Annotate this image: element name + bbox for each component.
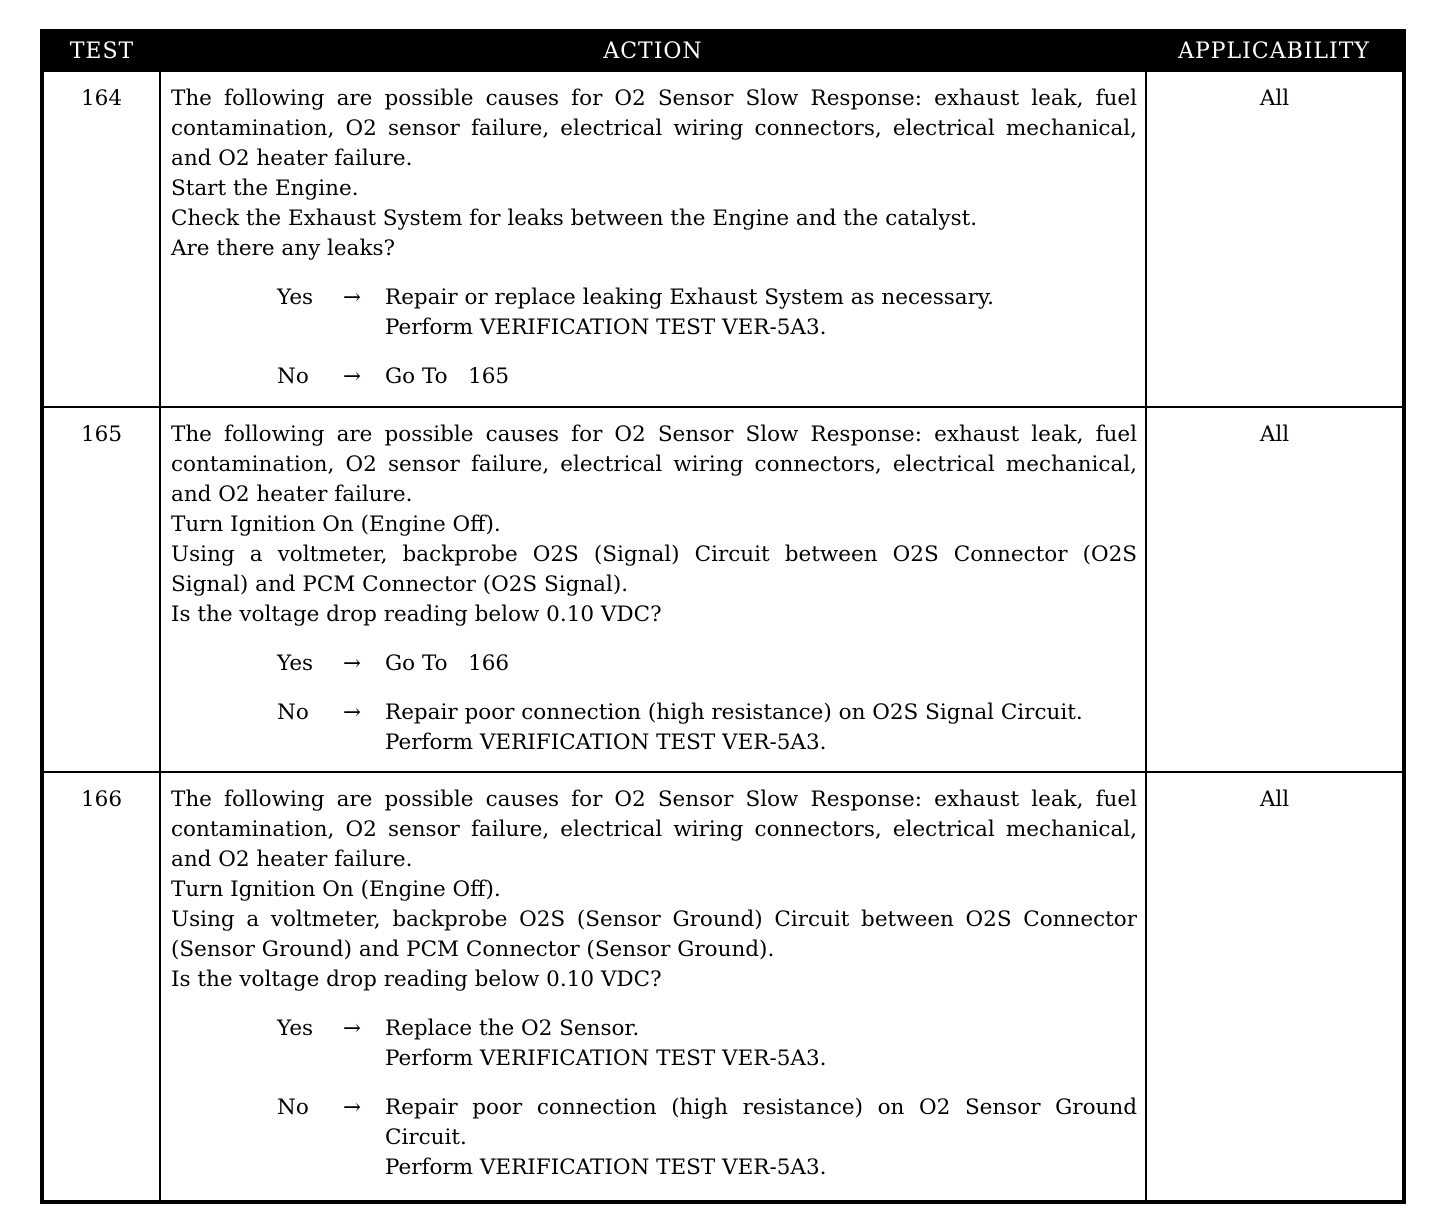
action-line: Is the voltage drop reading below 0.10 VDC? <box>171 967 662 992</box>
no-response <box>277 698 1137 758</box>
no-response <box>277 1093 1137 1183</box>
action-line: The following are possible causes for O2 Sensor Slow Response: exhaust leak, fuel contamination, O2 sensor failure, electrical wiring connectors, electrical mechanical, and O2 heater failure. <box>171 787 1137 872</box>
test-row-164 <box>42 71 1404 407</box>
action-line: The following are possible causes for O2 Sensor Slow Response: exhaust leak, fuel contamination, O2 sensor failure, electrical wiring connectors, electrical mechanical, and O2 heater failure. <box>171 422 1137 507</box>
arrow-icon: → <box>343 1016 362 1041</box>
action-line: Is the voltage drop reading below 0.10 VDC? <box>171 602 662 627</box>
yes-text <box>385 649 1137 679</box>
header-action: ACTION <box>160 31 1146 71</box>
yes-line: Go To 166 <box>385 651 510 676</box>
diagnostic-table <box>40 29 1406 1204</box>
no-text <box>385 1093 1137 1183</box>
action-cell <box>160 71 1146 407</box>
header-row <box>42 31 1404 71</box>
no-line: Perform VERIFICATION TEST VER-5A3. <box>385 1155 827 1180</box>
no-label: No <box>277 700 309 725</box>
yes-label: Yes <box>277 285 314 310</box>
yes-label: Yes <box>277 651 314 676</box>
arrow-icon: → <box>343 364 362 389</box>
yes-response <box>277 283 1137 343</box>
test-number: 166 <box>42 772 160 1202</box>
header-applicability: APPLICABILITY <box>1146 31 1404 71</box>
yes-line: Perform VERIFICATION TEST VER-5A3. <box>385 1046 827 1071</box>
action-line: Check the Exhaust System for leaks between the Engine and the catalyst. <box>171 206 978 231</box>
no-line: Repair poor connection (high resistance) on O2S Signal Circuit. <box>385 700 1083 725</box>
applicability-value: All <box>1146 772 1404 1202</box>
yes-line: Perform VERIFICATION TEST VER-5A3. <box>385 315 827 340</box>
test-number: 165 <box>42 407 160 772</box>
yes-response <box>277 1014 1137 1074</box>
yes-label: Yes <box>277 1016 314 1041</box>
yes-line: Replace the O2 Sensor. <box>385 1016 640 1041</box>
test-number: 164 <box>42 71 160 407</box>
no-label: No <box>277 364 309 389</box>
no-text <box>385 362 1137 392</box>
action-line: Turn Ignition On (Engine Off). <box>171 877 501 902</box>
no-response <box>277 362 1137 392</box>
arrow-icon: → <box>343 651 362 676</box>
yes-text <box>385 1014 1137 1074</box>
header-test: TEST <box>42 31 160 71</box>
arrow-icon: → <box>343 1095 362 1120</box>
test-row-166 <box>42 772 1404 1202</box>
no-line: Perform VERIFICATION TEST VER-5A3. <box>385 730 827 755</box>
action-line: Using a voltmeter, backprobe O2S (Sensor Ground) Circuit between O2S Connector (Sensor Ground) and PCM Connector (Sensor Ground). <box>171 907 1137 962</box>
yes-text <box>385 283 1137 343</box>
action-line: Are there any leaks? <box>171 236 396 261</box>
yes-response <box>277 649 1137 679</box>
action-line: Start the Engine. <box>171 176 359 201</box>
arrow-icon: → <box>343 700 362 725</box>
action-line: Using a voltmeter, backprobe O2S (Signal) Circuit between O2S Connector (O2S Signal) and PCM Connector (O2S Signal). <box>171 542 1137 597</box>
no-line: Repair poor connection (high resistance) on O2 Sensor Ground Circuit. <box>385 1095 1137 1150</box>
applicability-value: All <box>1146 71 1404 407</box>
action-line: The following are possible causes for O2 Sensor Slow Response: exhaust leak, fuel contamination, O2 sensor failure, electrical wiring connectors, electrical mechanical, and O2 heater failure. <box>171 86 1137 171</box>
no-text <box>385 698 1137 758</box>
arrow-icon: → <box>343 285 362 310</box>
action-line: Turn Ignition On (Engine Off). <box>171 512 501 537</box>
yes-line: Repair or replace leaking Exhaust System as necessary. <box>385 285 995 310</box>
no-line: Go To 165 <box>385 364 510 389</box>
test-row-165 <box>42 407 1404 772</box>
action-cell <box>160 407 1146 772</box>
action-cell <box>160 772 1146 1202</box>
applicability-value: All <box>1146 407 1404 772</box>
no-label: No <box>277 1095 309 1120</box>
